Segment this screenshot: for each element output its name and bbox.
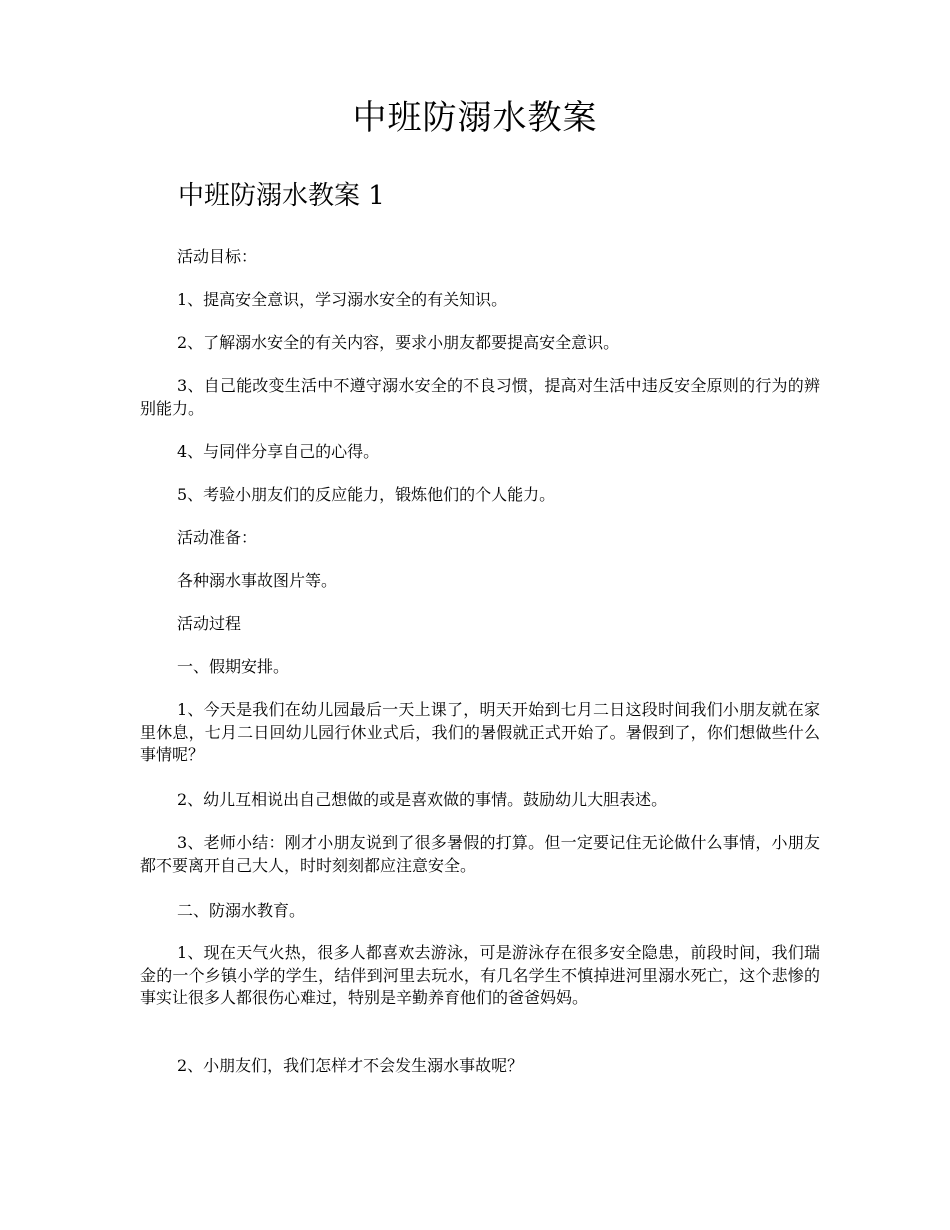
paragraph-holiday-2: 2、幼儿互相说出自己想做的或是喜欢做的事情。鼓励幼儿大胆表述。 xyxy=(177,790,668,809)
paragraph-goal-2: 2、了解溺水安全的有关内容，要求小朋友都要提高安全意识。 xyxy=(177,333,620,352)
paragraph-goal-5: 5、考验小朋友们的反应能力，锻炼他们的个人能力。 xyxy=(177,485,556,504)
paragraph-drowning-2: 2、小朋友们，我们怎样才不会发生溺水事故呢？ xyxy=(177,1056,524,1075)
paragraph-prep-materials: 各种溺水事故图片等。 xyxy=(177,571,338,590)
paragraph-holiday-1: 1、今天是我们在幼儿园最后一天上课了，明天开始到七月二日这段时间我们小朋友就在家里休息，七月二日回幼儿园行休业式后，我们的暑假就正式开始了。暑假到了，你们想做些什么事情呢？ xyxy=(140,700,820,764)
paragraph-drowning-1: 1、现在天气火热，很多人都喜欢去游泳，可是游泳存在很多安全隐患，前段时间，我们瑞金的一个乡镇小学的学生，结伴到河里去玩水，有几名学生不慎掉进河里溺水死亡，这个悲惨的事实让很多人都很伤心难过，特别是辛勤养育他们的爸爸妈妈。 xyxy=(140,943,820,1007)
paragraph-goal-4: 4、与同伴分享自己的心得。 xyxy=(177,442,380,461)
document-title: 中班防溺水教案 xyxy=(352,98,598,138)
paragraph-section-drowning: 二、防溺水教育。 xyxy=(177,901,306,920)
paragraph-goal-3: 3、自己能改变生活中不遵守溺水安全的不良习惯，提高对生活中违反安全原则的行为的辨别能力。 xyxy=(140,376,820,418)
paragraph-activity-prep: 活动准备： xyxy=(177,528,258,547)
paragraph-section-holiday: 一、假期安排。 xyxy=(177,657,290,676)
section-title: 中班防溺水教案 1 xyxy=(178,181,385,211)
paragraph-goal-1: 1、提高安全意识，学习溺水安全的有关知识。 xyxy=(177,290,508,309)
paragraph-activity-goals: 活动目标： xyxy=(177,247,258,266)
paragraph-holiday-3: 3、老师小结：刚才小朋友说到了很多暑假的打算。但一定要记住无论做什么事情，小朋友都不要离开自己大人，时时刻刻都应注意安全。 xyxy=(140,833,820,875)
paragraph-activity-process: 活动过程 xyxy=(177,614,242,633)
